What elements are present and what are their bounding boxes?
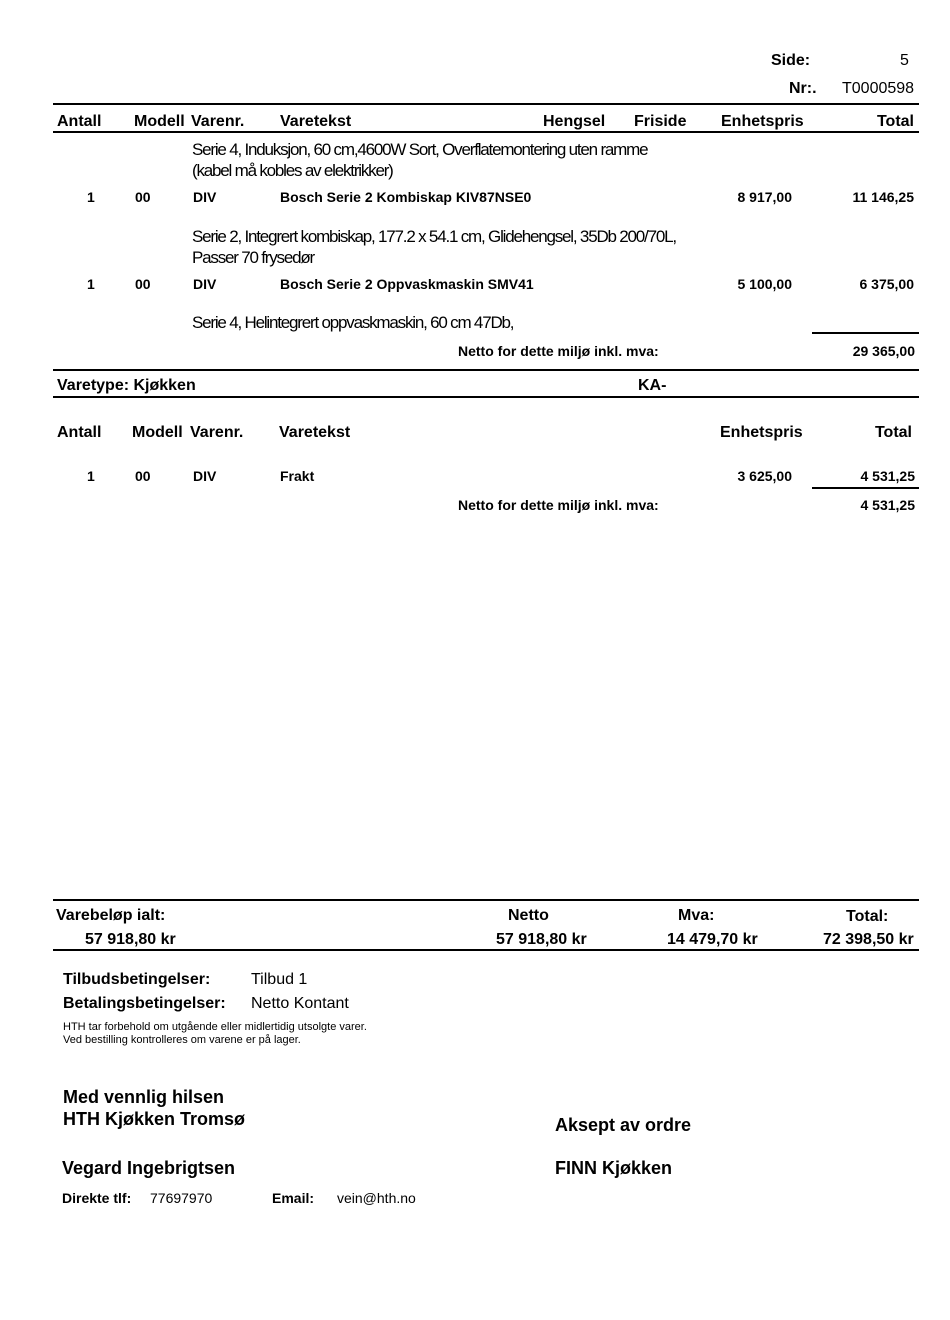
col-modell: Modell xyxy=(134,113,185,130)
varebelop-value: 57 918,80 kr xyxy=(85,931,176,948)
col-varetekst: Varetekst xyxy=(279,424,351,441)
cell-modell: 00 xyxy=(135,276,151,292)
summary-bottom-rule xyxy=(53,949,919,951)
netto-label: Netto for dette miljø inkl. mva: xyxy=(458,497,659,513)
greeting: Med vennlig hilsen xyxy=(63,1087,225,1107)
netto-label: Netto for dette miljø inkl. mva: xyxy=(458,343,659,359)
accept-label: Aksept av ordre xyxy=(555,1115,692,1135)
netto-value: 29 365,00 xyxy=(852,343,915,359)
terms-note-1: HTH tar forbehold om utgående eller midlertidig utsolgte varer. xyxy=(63,1021,367,1033)
item-description: Serie 4, Induksjon, 60 cm,4600W Sort, Overflatemontering uten ramme (kabel må kobles av elektrikker) xyxy=(192,140,648,180)
phone-label: Direkte tlf: xyxy=(62,1190,132,1206)
cell-enhetspris: 3 625,00 xyxy=(737,468,792,484)
side-label: Side: xyxy=(771,52,811,69)
varetype-label: Varetype: Kjøkken xyxy=(57,377,196,394)
summary-netto-value: 57 918,80 kr xyxy=(496,931,587,948)
email-value: vein@hth.no xyxy=(337,1190,416,1206)
col-friside: Friside xyxy=(634,113,687,130)
cell-enhetspris: 5 100,00 xyxy=(737,276,792,292)
cell-total: 11 146,25 xyxy=(852,189,914,205)
cell-varenr: DIV xyxy=(193,189,217,205)
col-hengsel: Hengsel xyxy=(543,113,606,130)
summary-total-label: Total: xyxy=(846,908,889,925)
section2-rule xyxy=(53,396,919,398)
col-varenr: Varenr. xyxy=(191,113,245,130)
varetype-code: KA- xyxy=(638,377,667,394)
tilbud-value: Tilbud 1 xyxy=(251,971,308,988)
cell-modell: 00 xyxy=(135,189,151,205)
col-modell: Modell xyxy=(132,424,183,441)
summary-mva-label: Mva: xyxy=(678,907,715,924)
summary-total-value: 72 398,50 kr xyxy=(823,931,914,948)
nr-label: Nr:. xyxy=(789,80,817,97)
side-value: 5 xyxy=(900,52,909,69)
item-description: Serie 2, Integrert kombiskap, 177.2 x 54.1 cm, Glidehengsel, 35Db 200/70L, Passer 70 frysedør xyxy=(192,227,676,267)
nr-value: T0000598 xyxy=(842,80,915,97)
col-antall: Antall xyxy=(57,113,102,130)
item-description: Serie 4, Helintegrert oppvaskmaskin, 60 cm 47Db, xyxy=(192,313,514,332)
cell-enhetspris: 8 917,00 xyxy=(737,189,792,205)
col-antall: Antall xyxy=(57,424,102,441)
netto-value: 4 531,25 xyxy=(860,497,915,513)
signer-name: Vegard Ingebrigtsen xyxy=(62,1158,236,1178)
summary-netto-label: Netto xyxy=(508,907,549,924)
company-name: HTH Kjøkken Tromsø xyxy=(63,1109,246,1129)
email-label: Email: xyxy=(272,1190,315,1206)
cell-antall: 1 xyxy=(87,189,95,205)
col-varetekst: Varetekst xyxy=(280,113,352,130)
table1-header-rule xyxy=(53,131,919,133)
varebelop-label: Varebeløp ialt: xyxy=(56,907,166,924)
col-total: Total xyxy=(874,424,912,441)
cell-total: 6 375,00 xyxy=(859,276,914,292)
col-enhetspris: Enhetspris xyxy=(721,113,804,130)
cell-total: 4 531,25 xyxy=(860,468,915,484)
cell-varenr: DIV xyxy=(193,468,217,484)
summary-mva-value: 14 479,70 kr xyxy=(667,931,758,948)
phone-value: 77697970 xyxy=(150,1190,213,1206)
betaling-label: Betalingsbetingelser: xyxy=(63,995,226,1012)
col-varenr: Varenr. xyxy=(190,424,244,441)
cell-varenr: DIV xyxy=(193,276,217,292)
cell-varetekst: Bosch Serie 2 Oppvaskmaskin SMV41 xyxy=(280,276,534,292)
betaling-value: Netto Kontant xyxy=(251,995,349,1012)
cell-varetekst: Frakt xyxy=(280,468,315,484)
customer-name: FINN Kjøkken xyxy=(555,1158,673,1178)
subtotal-rule xyxy=(812,487,919,489)
col-enhetspris: Enhetspris xyxy=(720,424,803,441)
cell-antall: 1 xyxy=(87,276,95,292)
cell-modell: 00 xyxy=(135,468,151,484)
section2-top-rule xyxy=(53,369,919,371)
terms-note-2: Ved bestilling kontrolleres om varene er på lager. xyxy=(63,1034,301,1046)
summary-top-rule xyxy=(53,899,919,901)
cell-varetekst: Bosch Serie 2 Kombiskap KIV87NSE0 xyxy=(280,189,532,205)
subtotal-rule xyxy=(812,332,919,334)
cell-antall: 1 xyxy=(87,468,95,484)
tilbud-label: Tilbudsbetingelser: xyxy=(63,971,211,988)
col-total: Total xyxy=(876,113,914,130)
table1-top-rule xyxy=(53,103,919,105)
